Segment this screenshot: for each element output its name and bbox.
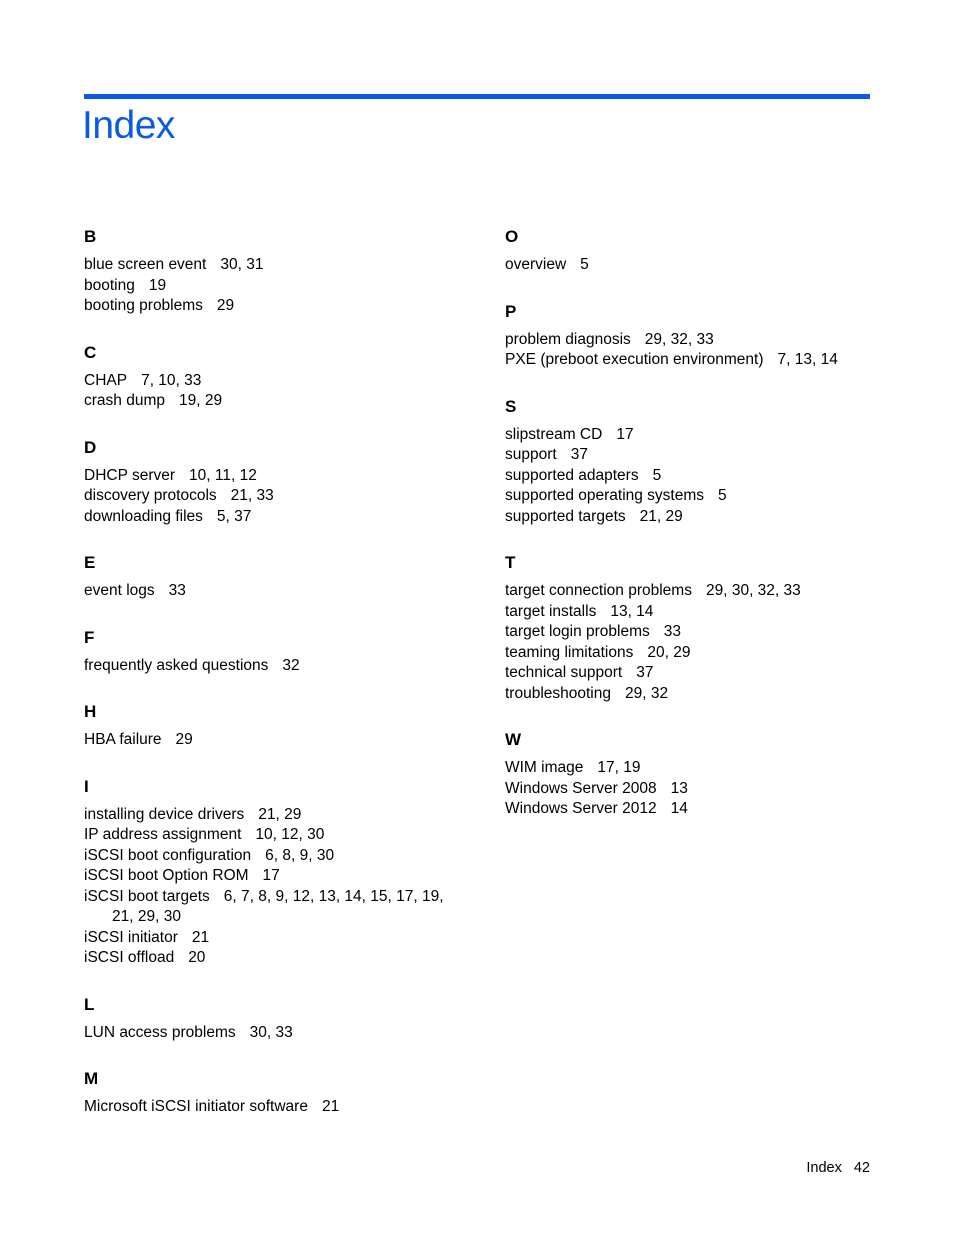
index-column-left (84, 222, 464, 1118)
index-entry-term: supported targets (505, 507, 626, 525)
index-entry-list (84, 805, 464, 969)
index-section-e (84, 548, 464, 602)
index-entry-list (84, 1023, 464, 1044)
index-entry-pages[interactable]: 10, 11, 12 (189, 466, 257, 484)
index-entry-pages[interactable]: 37 (636, 664, 654, 681)
index-entry (505, 466, 875, 487)
section-spacer (84, 602, 464, 623)
index-entry-list (84, 730, 464, 751)
index-entry (505, 486, 875, 507)
index-entry-pages[interactable]: 5 (718, 487, 727, 504)
index-entry-list (84, 466, 464, 528)
index-entry-term: target connection problems (505, 582, 692, 599)
index-entry (84, 1023, 464, 1044)
index-entry-term: supported adapters (505, 466, 639, 484)
index-section-f (84, 623, 464, 677)
index-entry (84, 581, 464, 602)
index-section-p (505, 297, 875, 371)
index-letter-heading: C (84, 342, 97, 362)
index-letter-heading: O (505, 227, 519, 246)
index-entry-term: booting (84, 276, 135, 294)
index-entry-pages[interactable]: 19 (148, 276, 167, 294)
index-entry-pages[interactable]: 37 (570, 446, 588, 463)
index-entry-term: iSCSI boot targets (84, 887, 210, 905)
index-entry-pages[interactable]: 33 (168, 582, 186, 599)
index-entry-pages[interactable]: 32 (282, 656, 300, 674)
index-entry-term: crash dump (84, 392, 165, 409)
index-entry-pages[interactable]: 33 (663, 623, 681, 640)
index-entry (84, 805, 464, 826)
index-entry-term: IP address assignment (84, 826, 242, 843)
index-entry-pages[interactable]: 21 (321, 1098, 340, 1115)
index-entry-term: iSCSI offload (84, 949, 175, 966)
index-entry-pages[interactable]: 19, 29 (178, 392, 223, 409)
footer-page-number: 42 (853, 1160, 870, 1176)
index-entry-pages[interactable]: 17 (262, 867, 280, 884)
index-entry (505, 799, 875, 820)
index-entry (84, 466, 464, 487)
index-entry (84, 948, 464, 969)
index-section-h (84, 697, 464, 751)
index-entry (84, 825, 464, 846)
index-column-right (505, 222, 875, 820)
index-entry (505, 643, 875, 664)
index-entry-term: blue screen event (84, 256, 207, 273)
index-letter-heading: B (84, 227, 97, 246)
index-entry-pages[interactable]: 21, 33 (230, 487, 274, 504)
index-section-w (505, 725, 875, 820)
index-entry-pages[interactable]: 6, 8, 9, 30 (265, 846, 335, 864)
section-spacer (84, 412, 464, 433)
index-letter-heading: E (84, 553, 96, 572)
index-entry (84, 928, 464, 949)
index-entry-pages[interactable]: 5 (652, 466, 662, 484)
index-entry-pages[interactable]: 13 (670, 779, 688, 797)
index-entry-term: HBA failure (84, 731, 162, 748)
index-letter-heading: T (505, 553, 516, 572)
index-entry-pages[interactable]: 17, 19 (597, 759, 641, 776)
section-spacer (505, 371, 875, 392)
index-entry-term: iSCSI boot configuration (84, 846, 252, 864)
index-entry (505, 779, 875, 800)
index-entry-pages[interactable]: 7, 10, 33 (141, 371, 202, 389)
section-spacer (84, 676, 464, 697)
index-entry-pages[interactable]: 7, 13, 14 (777, 351, 838, 368)
index-letter-heading: I (84, 776, 89, 796)
index-entry-pages[interactable]: 30, 33 (249, 1023, 293, 1041)
index-letter-heading: F (84, 627, 95, 647)
index-entry-term: Windows Server 2012 (505, 800, 657, 817)
index-entry-term: discovery protocols (84, 487, 217, 504)
index-entry-list (505, 255, 875, 276)
index-entry (84, 866, 464, 887)
index-entry-pages[interactable]: 6, 7, 8, 9, 12, 13, 14, 15, 17, 19, 21, 29, 30 (112, 887, 448, 925)
index-entry (84, 486, 464, 507)
index-entry-pages[interactable]: 29, 32, 33 (644, 330, 714, 348)
index-entry-term: event logs (84, 582, 155, 599)
index-entry-list (84, 255, 464, 317)
index-entry-pages[interactable]: 20, 29 (647, 643, 691, 661)
index-entry-list (505, 758, 875, 820)
index-entry-list (84, 656, 464, 677)
index-entry (505, 663, 875, 684)
index-entry-term: troubleshooting (505, 684, 611, 702)
index-entry (84, 656, 464, 677)
index-section-t (505, 548, 875, 704)
index-entry (84, 276, 464, 297)
index-letter-heading: H (84, 702, 97, 721)
index-entry-term: technical support (505, 664, 623, 681)
section-spacer (505, 276, 875, 297)
index-section-l (84, 990, 464, 1044)
section-spacer (84, 751, 464, 772)
index-letter-heading: S (505, 396, 517, 416)
index-letter-heading: P (505, 301, 517, 321)
index-entry (505, 507, 875, 528)
index-entry-pages[interactable]: 21, 29 (258, 805, 302, 823)
index-entry-term: iSCSI initiator (84, 928, 178, 946)
index-entry-list (84, 581, 464, 602)
index-entry (84, 1097, 464, 1118)
index-letter-heading: D (84, 437, 97, 457)
index-entry-term: overview (505, 256, 567, 273)
index-entry (505, 602, 875, 623)
index-entry-list (505, 330, 875, 371)
index-entry-list (84, 1097, 464, 1118)
index-letter-heading: L (84, 994, 95, 1014)
index-entry-pages[interactable]: 5 (580, 256, 589, 273)
index-entry-term: PXE (preboot execution environment) (505, 351, 764, 368)
index-entry-term: iSCSI boot Option ROM (84, 867, 249, 884)
index-entry (84, 296, 464, 317)
index-entry-term: CHAP (84, 371, 128, 389)
index-entry-pages[interactable]: 20 (188, 949, 206, 966)
page-title: Index (82, 104, 175, 147)
index-entry (505, 758, 875, 779)
index-entry-term: problem diagnosis (505, 330, 631, 348)
index-entry (505, 350, 875, 371)
index-entry-pages[interactable]: 21, 29 (639, 507, 683, 525)
index-entry-pages[interactable]: 21 (191, 928, 210, 946)
index-section-c (84, 338, 464, 412)
index-entry (505, 622, 875, 643)
index-entry (505, 255, 875, 276)
index-entry-list (505, 581, 875, 704)
index-section-o (505, 222, 875, 276)
index-entry-term: LUN access problems (84, 1023, 236, 1041)
index-entry-pages[interactable]: 13, 14 (610, 602, 654, 620)
index-entry-pages[interactable]: 29, 32 (625, 684, 669, 702)
index-entry-pages[interactable]: 30, 31 (220, 256, 264, 273)
index-entry-pages[interactable]: 29 (216, 297, 235, 314)
index-entry-term: WIM image (505, 759, 584, 776)
index-entry (505, 684, 875, 705)
title-rule (84, 94, 870, 99)
footer-label: Index (806, 1160, 842, 1176)
section-spacer (84, 317, 464, 338)
index-letter-heading: M (84, 1069, 99, 1088)
index-entry-term: Microsoft iSCSI initiator software (84, 1098, 308, 1115)
index-entry-pages[interactable]: 29 (175, 731, 193, 748)
index-entry (505, 581, 875, 602)
index-section-m (84, 1064, 464, 1118)
index-entry (84, 507, 464, 528)
index-entry (84, 255, 464, 276)
index-entry-term: Windows Server 2008 (505, 779, 657, 797)
index-section-b (84, 222, 464, 317)
index-section-d (84, 433, 464, 528)
index-entry-term: DHCP server (84, 466, 176, 484)
index-entry-term: slipstream CD (505, 425, 603, 443)
index-entry-term: teaming limitations (505, 643, 634, 661)
index-entry (84, 846, 464, 867)
index-entry (84, 371, 464, 392)
index-entry-term: booting problems (84, 297, 203, 314)
section-spacer (505, 704, 875, 725)
index-entry-term: installing device drivers (84, 805, 245, 823)
index-entry-term: supported operating systems (505, 487, 705, 504)
index-entry-list (84, 371, 464, 412)
index-entry (84, 730, 464, 751)
index-entry (505, 445, 875, 466)
index-entry (84, 887, 464, 928)
section-spacer (84, 527, 464, 548)
index-entry-term: downloading files (84, 507, 203, 525)
index-entry-pages[interactable]: 10, 12, 30 (255, 826, 325, 843)
index-section-s (505, 392, 875, 528)
index-entry (505, 425, 875, 446)
section-spacer (84, 1043, 464, 1064)
section-spacer (84, 969, 464, 990)
index-entry-pages[interactable]: 29, 30, 32, 33 (705, 582, 801, 599)
index-entry-list (505, 425, 875, 528)
index-entry-pages[interactable]: 14 (670, 800, 688, 817)
index-section-i (84, 772, 464, 969)
index-entry-term: frequently asked questions (84, 656, 269, 674)
page-footer (806, 1158, 870, 1178)
index-entry (84, 391, 464, 412)
index-entry-pages[interactable]: 17 (616, 425, 634, 443)
index-entry-term: support (505, 446, 557, 463)
index-letter-heading: W (505, 730, 522, 749)
section-spacer (505, 527, 875, 548)
index-entry-term: target login problems (505, 623, 650, 640)
index-entry (505, 330, 875, 351)
index-entry-term: target installs (505, 602, 597, 620)
index-entry-pages[interactable]: 5, 37 (216, 507, 252, 525)
